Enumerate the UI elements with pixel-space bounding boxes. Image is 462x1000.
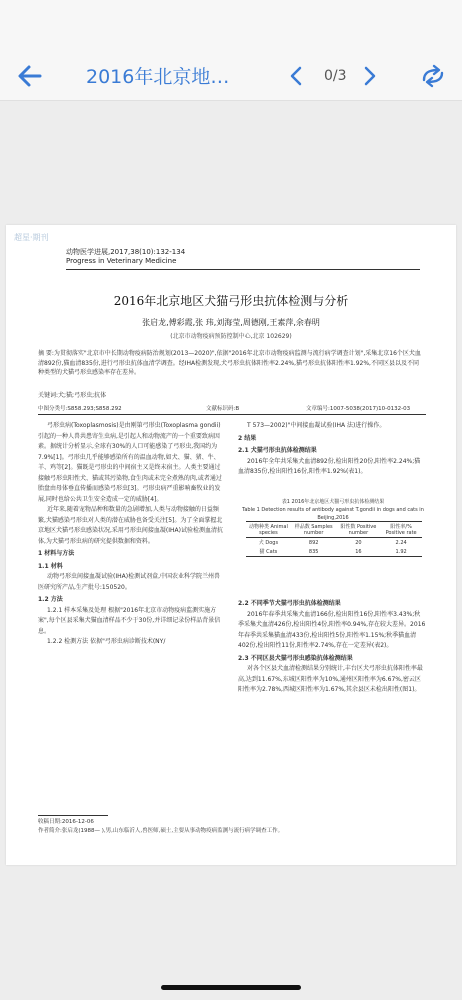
received-date: 收稿日期:2016-12-06 [38, 819, 94, 825]
document-title: 2016年北京地… [86, 66, 230, 88]
table-cell: 猫 Cats [259, 549, 278, 555]
table-cell: 1.92 [395, 548, 407, 555]
author-bio: 作者简介:张启龙(1988— ),男,山东临沂人,兽医师,硕士,主要从事动物疫病监测与流行病学调查工作。 [38, 828, 284, 834]
table-header: 动物种类 Animal species [248, 524, 288, 536]
abstract: 摘 要:为贯彻落实"北京市中长期动物疫病防治规划(2013—2020)",依据"2016年北京市动物疫病监测与流行病学调查计划",采集北京16个区犬血清892份,猫血清835份,进行弓形虫抗体血清学调查。经IHA检测发现,犬弓形虫抗体阳性率2.24%,猫弓形虫抗体阳性率1.92%,不同区县以及不同种类型的犬猫弓形虫感染率存在差异。 [38, 350, 421, 376]
footnote-rule [38, 815, 108, 816]
table-row [246, 538, 422, 548]
table-cell: 16 [355, 548, 362, 555]
table-header: 样品数 Samples number [294, 524, 333, 536]
article-number: 文章编号:1007-5038(2017)10-0132-03 [306, 406, 411, 412]
paper-title: 2016年北京地区犬猫弓形虫抗体检测与分析 [113, 294, 349, 308]
table-caption-cn: 表1 2016年北京地区犬猫弓形虫抗体检测结果 [281, 499, 385, 505]
results-table [246, 521, 422, 557]
left-column [38, 421, 224, 648]
document-code: 文献标识码:B [206, 406, 240, 412]
table-caption [238, 498, 428, 522]
section-rule [38, 414, 426, 415]
table-cell: 835 [308, 548, 319, 555]
table-row [246, 547, 422, 557]
section-heading: 2.2 不同季节犬猫弓形虫抗体检测结果 [238, 600, 341, 607]
journal-line: 动物医学进展,2017,38(10):132-134 [66, 248, 186, 256]
section-heading: 2.3 不同区县犬猫弓形虫感染抗体检测结果 [238, 654, 353, 662]
document-page[interactable] [6, 225, 456, 865]
section-heading: 1 材料与方法 [38, 550, 75, 557]
paragraph: 动物弓形虫间接血凝试验(IHA)检测试剂盒,中国农业科学院兰州兽医研究所产品,生产批号:150520。 [38, 573, 220, 591]
table-caption-en: Table 1 Detection results of antibody against T.gondii in dogs and cats in Beijing,2016 [242, 507, 424, 521]
paragraph: T 573—2002)"中间接血凝试验(IHA 法)进行操作。 [247, 422, 386, 429]
status-bar [0, 0, 462, 52]
table-cell: 犬 Dogs [258, 540, 279, 546]
table-header: 阳性率/% Positive rate [385, 524, 417, 536]
table-header: 阳性数 Positive number [340, 524, 377, 536]
paper-affiliation: (北京市动物疫病预防控制中心,北京 102629) [170, 333, 292, 340]
paragraph: 2016年春季共采集犬血清166份,检出阳性16份,阳性率3.43%;秋季采集犬血清426份,检出阳性4份,阳性率0.94%,存在较大差异。2016年春季共采集猫血清433份,检出阳性5份,阳性率1.15%;秋季猫血清402份,检出阳性11份,阳性率2.74%,存在一定差异(表2)。 [238, 610, 426, 649]
journal-name-en: Progress in Veterinary Medicine [66, 257, 177, 265]
section-heading: 1.1 材料 [38, 562, 63, 570]
section-heading: 1.2 方法 [38, 596, 63, 603]
chevron-left-icon[interactable] [289, 66, 303, 86]
paragraph: 1.2.2 检测方法 依据"弓形虫病诊断技术(NY/ [47, 638, 166, 645]
paragraph: 弓形虫病(Toxoplasmosis)是由刚第弓形虫(Toxoplasma gondii)引起的一种人兽共患寄生虫病,是引起人和动物流产的一个重要致病因素。据统计分析显示,全球有30%的人口可能感染了弓形虫,我国约为7.9%[1]。弓形虫几乎能够感染所有的温血动物,如犬、猫、猪、牛、羊、鸡等[2]。猫既是弓形虫的中间宿主又是终末宿主。人类主要通过接触弓形虫阳性犬、猫或其污染物,食生肉或未完全煮熟的肉,或者通过胎盘由母体垂直传播而感染弓形虫[3]。弓形虫病严重影响畜牧业的发展,同时也给公共卫生安全造成一定的威胁[4]。 [38, 422, 222, 503]
keywords: 关键词:犬;猫;弓形虫;抗体 [38, 392, 107, 399]
paper-authors: 张启龙,傅彩霞,张 玮,刘海莹,周德刚,王素萍,余春明 [142, 318, 320, 327]
paragraph: 对各个区县犬血清检测结果分别统计,丰台区犬弓形虫抗体阳性率最高,达到11.67%,东城区阳性率为10%,通州区阳性率为6.67%,密云区阳性率为2.78%,西城区阳性率为1.67%,其余县区未检出阳性(图1)。 [238, 665, 423, 693]
table-cell: 892 [308, 539, 319, 546]
right-column-bottom [238, 597, 426, 696]
classification-number: 中图分类号:S858.293;S858.292 [38, 406, 122, 412]
section-heading: 2.1 犬猫弓形虫抗体检测结果 [238, 447, 317, 454]
top-nav-bar [0, 52, 462, 101]
home-indicator[interactable] [161, 985, 301, 990]
paragraph: 1.2.1 样本采集及处理 根据"2016年北京市动物疫病监测实施方案",每个区县采集犬猫血清样品不少于30份,并详细记录份样品背景信息。 [38, 606, 221, 635]
right-column-top [238, 421, 426, 478]
back-arrow-icon[interactable] [14, 60, 46, 92]
section-heading: 2 结果 [238, 434, 257, 442]
page-counter: 0/3 [324, 68, 347, 84]
share-icon[interactable] [420, 64, 446, 88]
chevron-right-icon[interactable] [363, 66, 377, 86]
footnotes [38, 818, 424, 836]
table-cell: 20 [355, 539, 362, 546]
paragraph: 2016年全年共采集犬血清892份,检出阳性20份,阳性率2.24%;猫血清835份,检出阳性16份,阳性率1.92%(表1)。 [238, 457, 421, 475]
header-rule [66, 269, 420, 270]
watermark-logo: 超星·期刊 [14, 233, 49, 242]
table-cell: 2.24 [395, 539, 407, 546]
paragraph: 近年来,随着宠物品种和数量的急剧增加,人类与动物接触的日益频繁,犬猫感染弓形虫对人类的潜在威胁也备受关注[5]。为了全面掌握北京地区犬猫弓形虫感染状况,采用弓形虫间接血凝(IHA)试验检测血清抗体,为犬猫弓形虫病的研究提供数据和资料。 [38, 506, 223, 545]
